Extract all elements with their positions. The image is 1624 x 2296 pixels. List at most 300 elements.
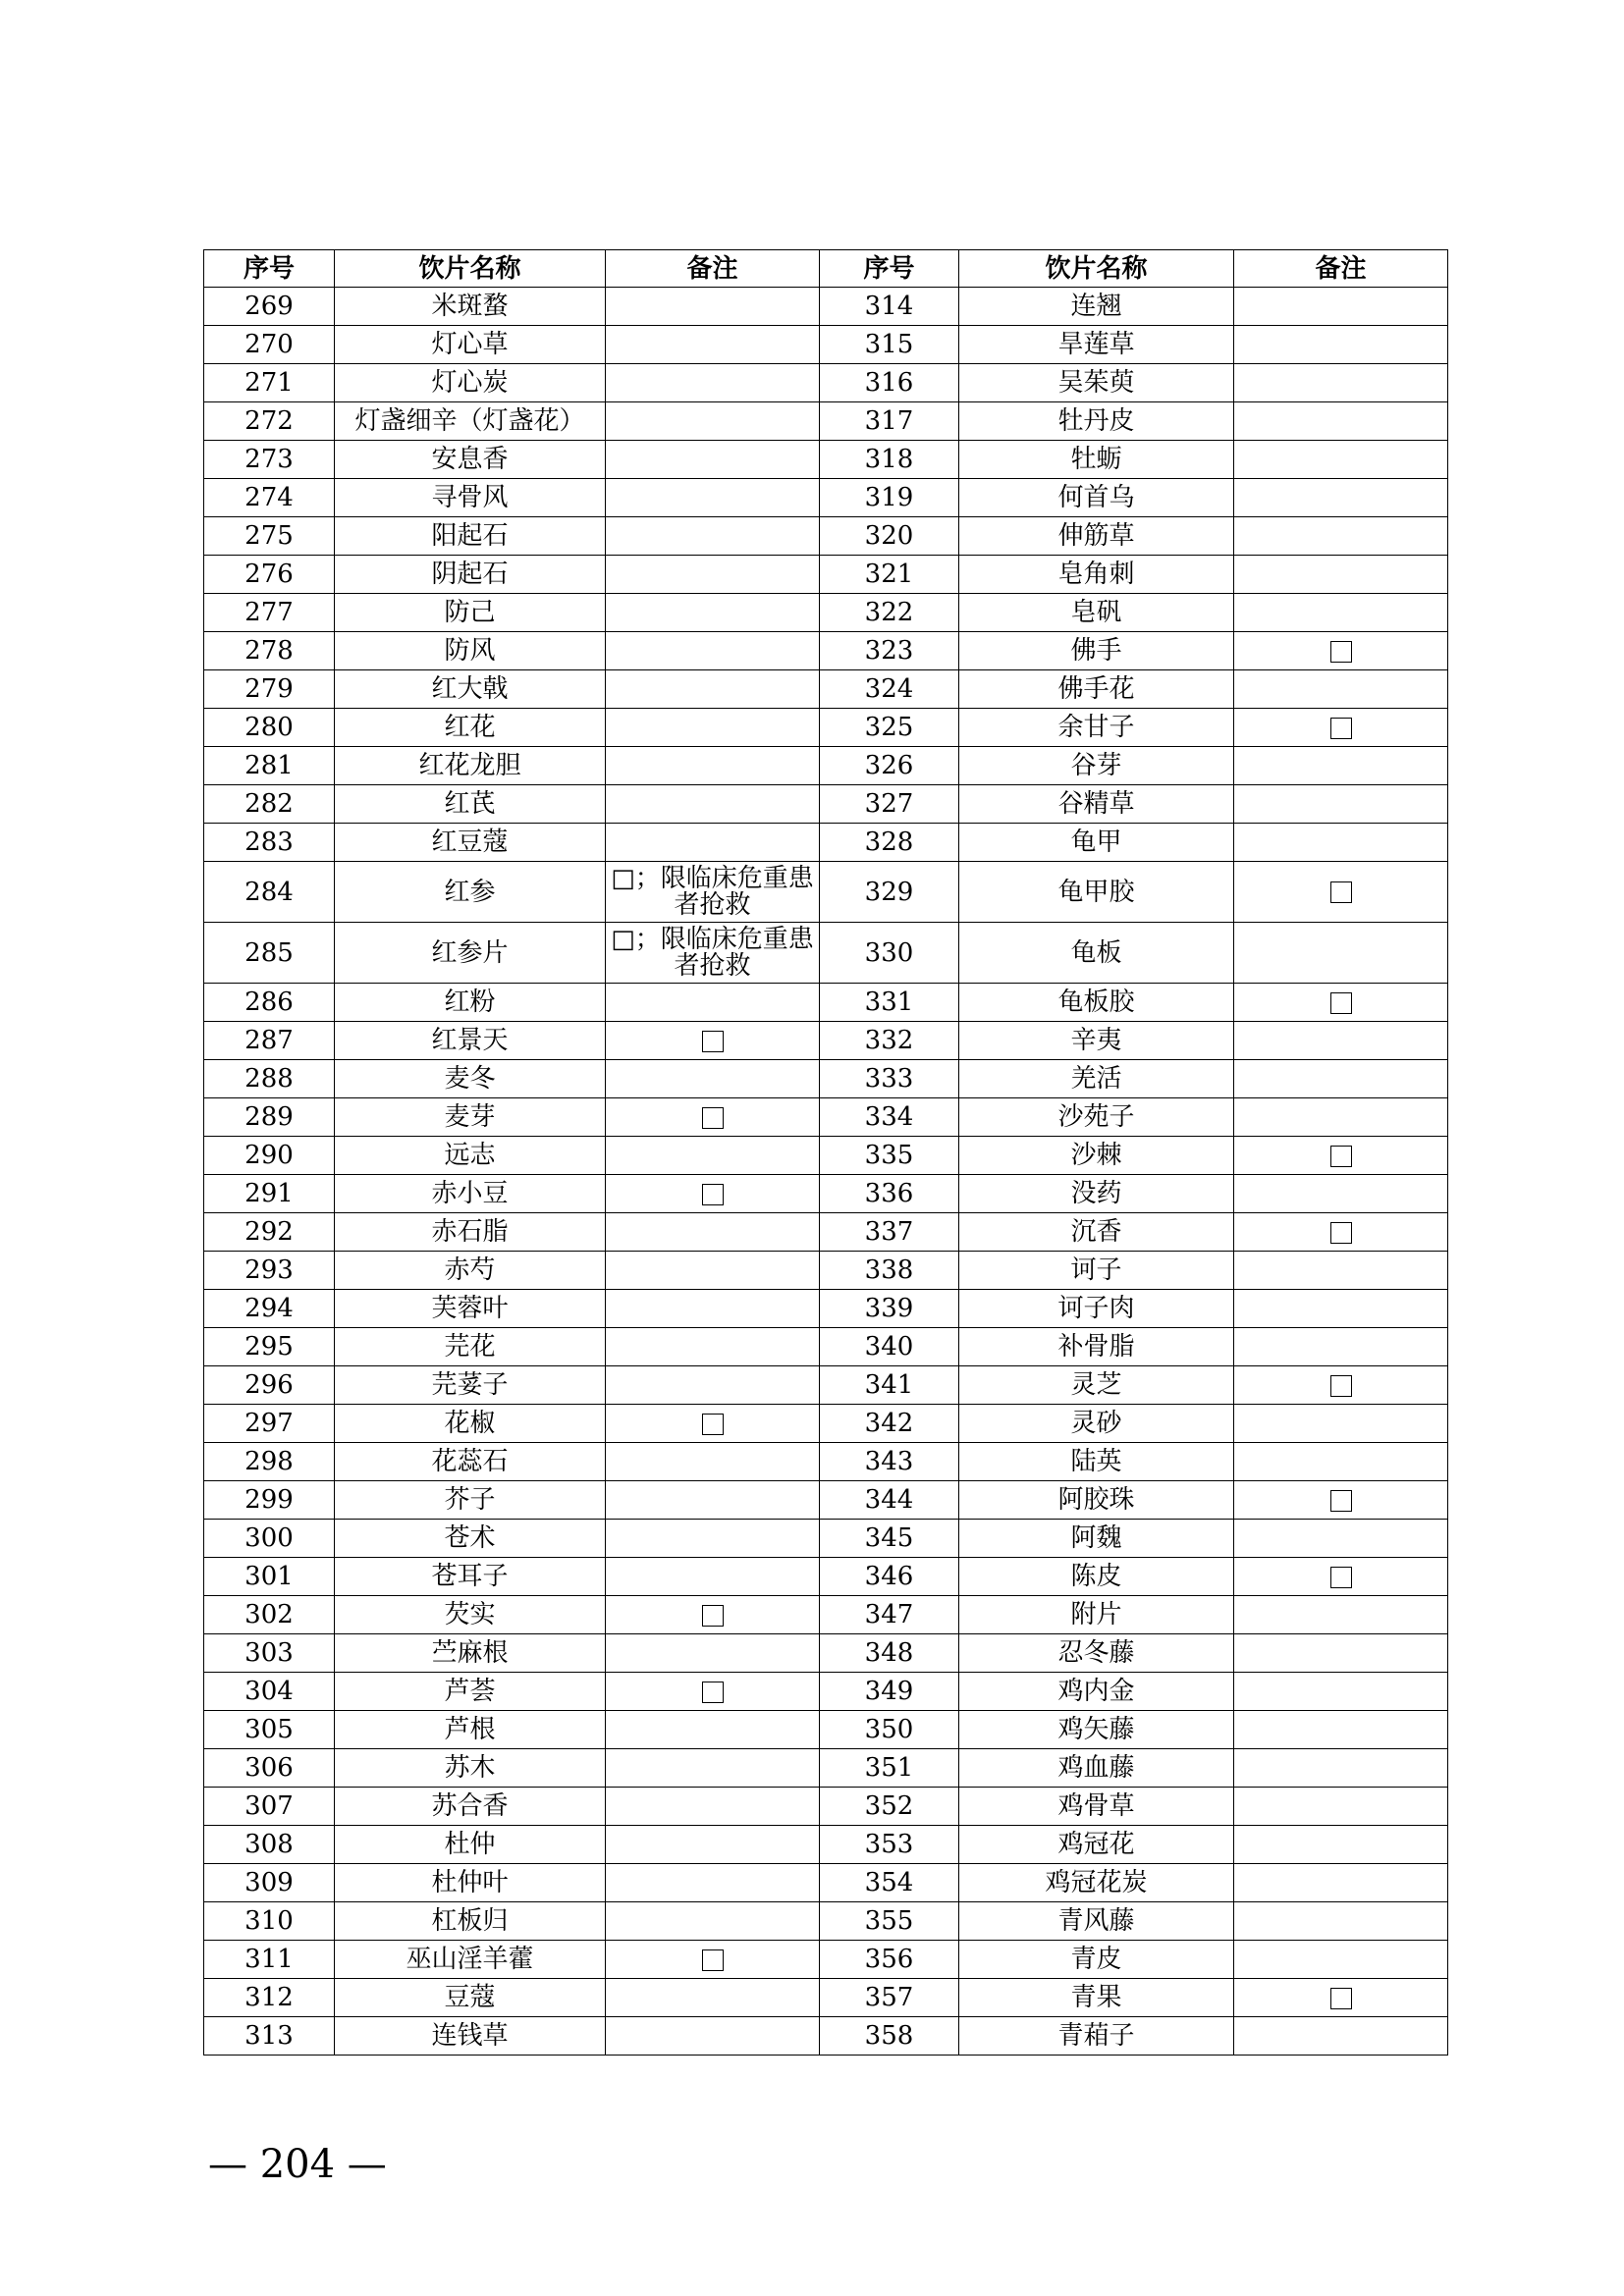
seq-cell-right: 335 (820, 1137, 959, 1175)
name-cell-left: 远志 (335, 1137, 606, 1175)
table-row (204, 1366, 1448, 1405)
note-cell-right (1234, 1290, 1448, 1328)
note-cell-right (1234, 785, 1448, 824)
seq-cell-right: 346 (820, 1558, 959, 1596)
name-cell-left: 芡实 (335, 1596, 606, 1634)
header-seq-right: 序号 (820, 250, 959, 288)
table-row (204, 1290, 1448, 1328)
note-cell-right (1234, 517, 1448, 556)
note-cell-right (1234, 2017, 1448, 2056)
note-cell-left (606, 402, 820, 441)
name-cell-left: 防风 (335, 632, 606, 670)
table-row (204, 1558, 1448, 1596)
seq-cell-left: 275 (204, 517, 335, 556)
name-cell-right: 诃子肉 (959, 1290, 1234, 1328)
seq-cell-left: 280 (204, 709, 335, 747)
name-cell-right: 没药 (959, 1175, 1234, 1213)
header-name-left: 饮片名称 (335, 250, 606, 288)
note-cell-left (606, 1290, 820, 1328)
note-cell-left (606, 1405, 820, 1443)
note-cell-right (1234, 441, 1448, 479)
name-cell-right: 龟甲胶 (959, 862, 1234, 923)
name-cell-right: 余甘子 (959, 709, 1234, 747)
table-row (204, 1213, 1448, 1252)
name-cell-right: 牡蛎 (959, 441, 1234, 479)
name-cell-left: 灯心炭 (335, 364, 606, 402)
name-cell-left: 杠板归 (335, 1902, 606, 1941)
note-cell-right (1234, 1558, 1448, 1596)
checkbox-icon (702, 1414, 724, 1435)
name-cell-right: 谷芽 (959, 747, 1234, 785)
seq-cell-right: 319 (820, 479, 959, 517)
seq-cell-left: 302 (204, 1596, 335, 1634)
table-row (204, 1520, 1448, 1558)
note-cell-left (606, 326, 820, 364)
table-row (204, 288, 1448, 326)
name-cell-left: 阴起石 (335, 556, 606, 594)
seq-cell-left: 288 (204, 1060, 335, 1098)
seq-cell-right: 314 (820, 288, 959, 326)
seq-cell-right: 317 (820, 402, 959, 441)
seq-cell-left: 294 (204, 1290, 335, 1328)
note-cell-left (606, 517, 820, 556)
checkbox-icon (1330, 1222, 1352, 1244)
seq-cell-right: 354 (820, 1864, 959, 1902)
table-row (204, 1979, 1448, 2017)
name-cell-left: 赤小豆 (335, 1175, 606, 1213)
note-cell-left (606, 709, 820, 747)
seq-cell-right: 316 (820, 364, 959, 402)
table-row (204, 785, 1448, 824)
note-cell-right (1234, 1328, 1448, 1366)
name-cell-right: 青皮 (959, 1941, 1234, 1979)
note-cell-left (606, 747, 820, 785)
table-row (204, 1060, 1448, 1098)
seq-cell-right: 343 (820, 1443, 959, 1481)
note-cell-left (606, 1213, 820, 1252)
name-cell-right: 鸡冠花 (959, 1826, 1234, 1864)
seq-cell-right: 315 (820, 326, 959, 364)
table-row (204, 923, 1448, 984)
seq-cell-left: 305 (204, 1711, 335, 1749)
seq-cell-right: 324 (820, 670, 959, 709)
table-row (204, 364, 1448, 402)
header-name-right: 饮片名称 (959, 250, 1234, 288)
name-cell-left: 芦根 (335, 1711, 606, 1749)
checkbox-icon (1330, 1146, 1352, 1167)
seq-cell-right: 341 (820, 1366, 959, 1405)
note-cell-right (1234, 1941, 1448, 1979)
name-cell-left: 苍术 (335, 1520, 606, 1558)
header-note-right: 备注 (1234, 250, 1448, 288)
note-cell-left (606, 1443, 820, 1481)
name-cell-right: 伸筋草 (959, 517, 1234, 556)
name-cell-left: 红芪 (335, 785, 606, 824)
table-row (204, 1405, 1448, 1443)
table-row (204, 1673, 1448, 1711)
note-cell-left (606, 479, 820, 517)
herbal-pieces-table (203, 249, 1448, 2056)
note-cell-right (1234, 326, 1448, 364)
seq-cell-left: 304 (204, 1673, 335, 1711)
table-row (204, 1137, 1448, 1175)
note-cell-left (606, 1711, 820, 1749)
seq-cell-left: 296 (204, 1366, 335, 1405)
note-cell-right (1234, 1481, 1448, 1520)
seq-cell-right: 342 (820, 1405, 959, 1443)
name-cell-right: 沙棘 (959, 1137, 1234, 1175)
name-cell-right: 龟板胶 (959, 984, 1234, 1022)
seq-cell-left: 287 (204, 1022, 335, 1060)
note-cell-left (606, 1481, 820, 1520)
name-cell-right: 补骨脂 (959, 1328, 1234, 1366)
name-cell-left: 苏合香 (335, 1788, 606, 1826)
note-cell-left (606, 1558, 820, 1596)
name-cell-left: 阳起石 (335, 517, 606, 556)
note-cell-right (1234, 1711, 1448, 1749)
note-cell-right (1234, 923, 1448, 984)
checkbox-icon (702, 1682, 724, 1703)
note-cell-left (606, 1979, 820, 2017)
note-cell-left (606, 2017, 820, 2056)
checkbox-icon (702, 1184, 724, 1205)
seq-cell-right: 326 (820, 747, 959, 785)
table-row (204, 1443, 1448, 1481)
checkbox-icon (702, 1949, 724, 1971)
note-cell-left (606, 1328, 820, 1366)
seq-cell-right: 325 (820, 709, 959, 747)
table-row (204, 1022, 1448, 1060)
seq-cell-right: 350 (820, 1711, 959, 1749)
seq-cell-left: 269 (204, 288, 335, 326)
table-row (204, 594, 1448, 632)
name-cell-right: 阿魏 (959, 1520, 1234, 1558)
seq-cell-right: 358 (820, 2017, 959, 2056)
seq-cell-right: 323 (820, 632, 959, 670)
name-cell-left: 灯心草 (335, 326, 606, 364)
seq-cell-left: 278 (204, 632, 335, 670)
name-cell-left: 赤芍 (335, 1252, 606, 1290)
checkbox-icon (702, 1107, 724, 1129)
table-row (204, 441, 1448, 479)
note-cell-left (606, 1788, 820, 1826)
name-cell-right: 皂矾 (959, 594, 1234, 632)
name-cell-left: 芫荽子 (335, 1366, 606, 1405)
seq-cell-right: 356 (820, 1941, 959, 1979)
name-cell-left: 苍耳子 (335, 1558, 606, 1596)
name-cell-right: 诃子 (959, 1252, 1234, 1290)
table-row (204, 670, 1448, 709)
note-cell-right (1234, 1596, 1448, 1634)
seq-cell-right: 340 (820, 1328, 959, 1366)
note-cell-left (606, 824, 820, 862)
table-row (204, 1711, 1448, 1749)
table-row (204, 1252, 1448, 1290)
table-header-row (204, 250, 1448, 288)
note-cell-right (1234, 288, 1448, 326)
seq-cell-right: 322 (820, 594, 959, 632)
note-cell-right (1234, 1405, 1448, 1443)
note-cell-right (1234, 1213, 1448, 1252)
name-cell-left: 麦芽 (335, 1098, 606, 1137)
seq-cell-left: 312 (204, 1979, 335, 2017)
note-cell-left (606, 785, 820, 824)
seq-cell-left: 303 (204, 1634, 335, 1673)
note-cell-left (606, 556, 820, 594)
page-number: — 204 — (208, 2142, 387, 2187)
seq-cell-left: 295 (204, 1328, 335, 1366)
note-cell-left (606, 984, 820, 1022)
name-cell-right: 鸡矢藤 (959, 1711, 1234, 1749)
seq-cell-right: 338 (820, 1252, 959, 1290)
table-row (204, 1634, 1448, 1673)
note-cell-left (606, 670, 820, 709)
name-cell-right: 吴茱萸 (959, 364, 1234, 402)
note-cell-right (1234, 479, 1448, 517)
name-cell-left: 米斑蝥 (335, 288, 606, 326)
seq-cell-right: 352 (820, 1788, 959, 1826)
name-cell-left: 麦冬 (335, 1060, 606, 1098)
name-cell-left: 巫山淫羊藿 (335, 1941, 606, 1979)
seq-cell-right: 344 (820, 1481, 959, 1520)
name-cell-right: 陆英 (959, 1443, 1234, 1481)
seq-cell-left: 273 (204, 441, 335, 479)
note-cell-left: □；限临床危重患者抢救 (606, 923, 820, 984)
seq-cell-right: 333 (820, 1060, 959, 1098)
seq-cell-left: 279 (204, 670, 335, 709)
note-cell-right (1234, 1137, 1448, 1175)
checkbox-icon (702, 1605, 724, 1627)
name-cell-right: 旱莲草 (959, 326, 1234, 364)
table-row (204, 862, 1448, 923)
name-cell-left: 芙蓉叶 (335, 1290, 606, 1328)
name-cell-left: 安息香 (335, 441, 606, 479)
name-cell-left: 红参片 (335, 923, 606, 984)
note-cell-left (606, 1596, 820, 1634)
seq-cell-left: 309 (204, 1864, 335, 1902)
seq-cell-right: 357 (820, 1979, 959, 2017)
note-cell-right (1234, 1060, 1448, 1098)
seq-cell-right: 331 (820, 984, 959, 1022)
note-cell-right (1234, 747, 1448, 785)
seq-cell-right: 351 (820, 1749, 959, 1788)
seq-cell-left: 281 (204, 747, 335, 785)
seq-cell-right: 328 (820, 824, 959, 862)
note-cell-right (1234, 670, 1448, 709)
note-cell-right (1234, 1902, 1448, 1941)
name-cell-right: 沉香 (959, 1213, 1234, 1252)
name-cell-right: 佛手 (959, 632, 1234, 670)
name-cell-left: 赤石脂 (335, 1213, 606, 1252)
note-cell-right (1234, 862, 1448, 923)
note-cell-right (1234, 1788, 1448, 1826)
note-cell-left (606, 1941, 820, 1979)
note-cell-right (1234, 1366, 1448, 1405)
name-cell-right: 附片 (959, 1596, 1234, 1634)
seq-cell-left: 290 (204, 1137, 335, 1175)
checkbox-icon (1330, 992, 1352, 1014)
seq-cell-left: 298 (204, 1443, 335, 1481)
table-row (204, 824, 1448, 862)
seq-cell-right: 330 (820, 923, 959, 984)
note-cell-right (1234, 1443, 1448, 1481)
name-cell-right: 牡丹皮 (959, 402, 1234, 441)
name-cell-left: 红粉 (335, 984, 606, 1022)
note-cell-right (1234, 1022, 1448, 1060)
note-cell-right (1234, 556, 1448, 594)
note-cell-left (606, 441, 820, 479)
note-cell-right (1234, 632, 1448, 670)
name-cell-left: 红豆蔻 (335, 824, 606, 862)
note-cell-right (1234, 1826, 1448, 1864)
checkbox-icon (1330, 641, 1352, 663)
table-row (204, 1481, 1448, 1520)
name-cell-right: 青果 (959, 1979, 1234, 2017)
name-cell-right: 灵芝 (959, 1366, 1234, 1405)
note-cell-right (1234, 1634, 1448, 1673)
seq-cell-left: 291 (204, 1175, 335, 1213)
name-cell-left: 红大戟 (335, 670, 606, 709)
seq-cell-left: 286 (204, 984, 335, 1022)
seq-cell-left: 276 (204, 556, 335, 594)
note-cell-right (1234, 1520, 1448, 1558)
table-row (204, 632, 1448, 670)
seq-cell-left: 284 (204, 862, 335, 923)
seq-cell-left: 299 (204, 1481, 335, 1520)
table-row (204, 1175, 1448, 1213)
name-cell-left: 芫花 (335, 1328, 606, 1366)
seq-cell-right: 337 (820, 1213, 959, 1252)
note-cell-left (606, 1902, 820, 1941)
seq-cell-right: 334 (820, 1098, 959, 1137)
seq-cell-right: 336 (820, 1175, 959, 1213)
note-cell-left (606, 1022, 820, 1060)
table-row (204, 402, 1448, 441)
note-cell-right (1234, 1673, 1448, 1711)
note-cell-left (606, 1864, 820, 1902)
seq-cell-left: 300 (204, 1520, 335, 1558)
name-cell-left: 苎麻根 (335, 1634, 606, 1673)
note-cell-right (1234, 594, 1448, 632)
table-row (204, 984, 1448, 1022)
name-cell-left: 苏木 (335, 1749, 606, 1788)
note-cell-left (606, 1673, 820, 1711)
note-cell-left (606, 1520, 820, 1558)
seq-cell-right: 320 (820, 517, 959, 556)
seq-cell-right: 327 (820, 785, 959, 824)
note-cell-left (606, 364, 820, 402)
note-cell-right (1234, 1252, 1448, 1290)
checkbox-icon (1330, 1988, 1352, 2009)
name-cell-left: 花蕊石 (335, 1443, 606, 1481)
name-cell-left: 杜仲 (335, 1826, 606, 1864)
name-cell-left: 寻骨风 (335, 479, 606, 517)
table-row (204, 747, 1448, 785)
name-cell-left: 红参 (335, 862, 606, 923)
name-cell-right: 羌活 (959, 1060, 1234, 1098)
table-row (204, 1749, 1448, 1788)
name-cell-right: 鸡内金 (959, 1673, 1234, 1711)
note-cell-right (1234, 1749, 1448, 1788)
name-cell-right: 佛手花 (959, 670, 1234, 709)
table-row (204, 2017, 1448, 2056)
seq-cell-left: 310 (204, 1902, 335, 1941)
name-cell-right: 鸡骨草 (959, 1788, 1234, 1826)
name-cell-left: 杜仲叶 (335, 1864, 606, 1902)
name-cell-right: 龟板 (959, 923, 1234, 984)
table-row (204, 1098, 1448, 1137)
seq-cell-right: 347 (820, 1596, 959, 1634)
table-row (204, 1826, 1448, 1864)
name-cell-left: 芥子 (335, 1481, 606, 1520)
note-cell-right (1234, 1979, 1448, 2017)
seq-cell-left: 292 (204, 1213, 335, 1252)
name-cell-left: 芦荟 (335, 1673, 606, 1711)
name-cell-right: 皂角刺 (959, 556, 1234, 594)
seq-cell-left: 289 (204, 1098, 335, 1137)
name-cell-right: 忍冬藤 (959, 1634, 1234, 1673)
name-cell-right: 鸡血藤 (959, 1749, 1234, 1788)
note-cell-right (1234, 709, 1448, 747)
note-cell-left: □；限临床危重患者抢救 (606, 862, 820, 923)
table-row (204, 479, 1448, 517)
note-cell-right (1234, 824, 1448, 862)
seq-cell-left: 301 (204, 1558, 335, 1596)
table-row (204, 1902, 1448, 1941)
seq-cell-left: 274 (204, 479, 335, 517)
checkbox-icon (1330, 1375, 1352, 1397)
header-seq-left: 序号 (204, 250, 335, 288)
table-row (204, 1328, 1448, 1366)
checkbox-icon (702, 1031, 724, 1052)
note-cell-left (606, 1634, 820, 1673)
header-note-left: 备注 (606, 250, 820, 288)
seq-cell-left: 282 (204, 785, 335, 824)
note-cell-right (1234, 402, 1448, 441)
name-cell-left: 花椒 (335, 1405, 606, 1443)
name-cell-left: 连钱草 (335, 2017, 606, 2056)
seq-cell-left: 272 (204, 402, 335, 441)
table-row (204, 326, 1448, 364)
seq-cell-right: 345 (820, 1520, 959, 1558)
name-cell-left: 灯盏细辛（灯盏花） (335, 402, 606, 441)
name-cell-right: 鸡冠花炭 (959, 1864, 1234, 1902)
note-cell-left (606, 632, 820, 670)
name-cell-right: 陈皮 (959, 1558, 1234, 1596)
name-cell-right: 龟甲 (959, 824, 1234, 862)
checkbox-icon (1330, 718, 1352, 739)
seq-cell-left: 306 (204, 1749, 335, 1788)
name-cell-right: 阿胶珠 (959, 1481, 1234, 1520)
seq-cell-right: 349 (820, 1673, 959, 1711)
note-cell-right (1234, 1175, 1448, 1213)
table-row (204, 1788, 1448, 1826)
name-cell-right: 青风藤 (959, 1902, 1234, 1941)
seq-cell-right: 348 (820, 1634, 959, 1673)
name-cell-left: 红景天 (335, 1022, 606, 1060)
note-cell-left (606, 1098, 820, 1137)
note-cell-left (606, 1060, 820, 1098)
name-cell-right: 灵砂 (959, 1405, 1234, 1443)
seq-cell-left: 285 (204, 923, 335, 984)
name-cell-left: 防己 (335, 594, 606, 632)
seq-cell-left: 293 (204, 1252, 335, 1290)
table-row (204, 1864, 1448, 1902)
name-cell-right: 何首乌 (959, 479, 1234, 517)
name-cell-right: 青葙子 (959, 2017, 1234, 2056)
checkbox-icon (1330, 1567, 1352, 1588)
seq-cell-left: 311 (204, 1941, 335, 1979)
